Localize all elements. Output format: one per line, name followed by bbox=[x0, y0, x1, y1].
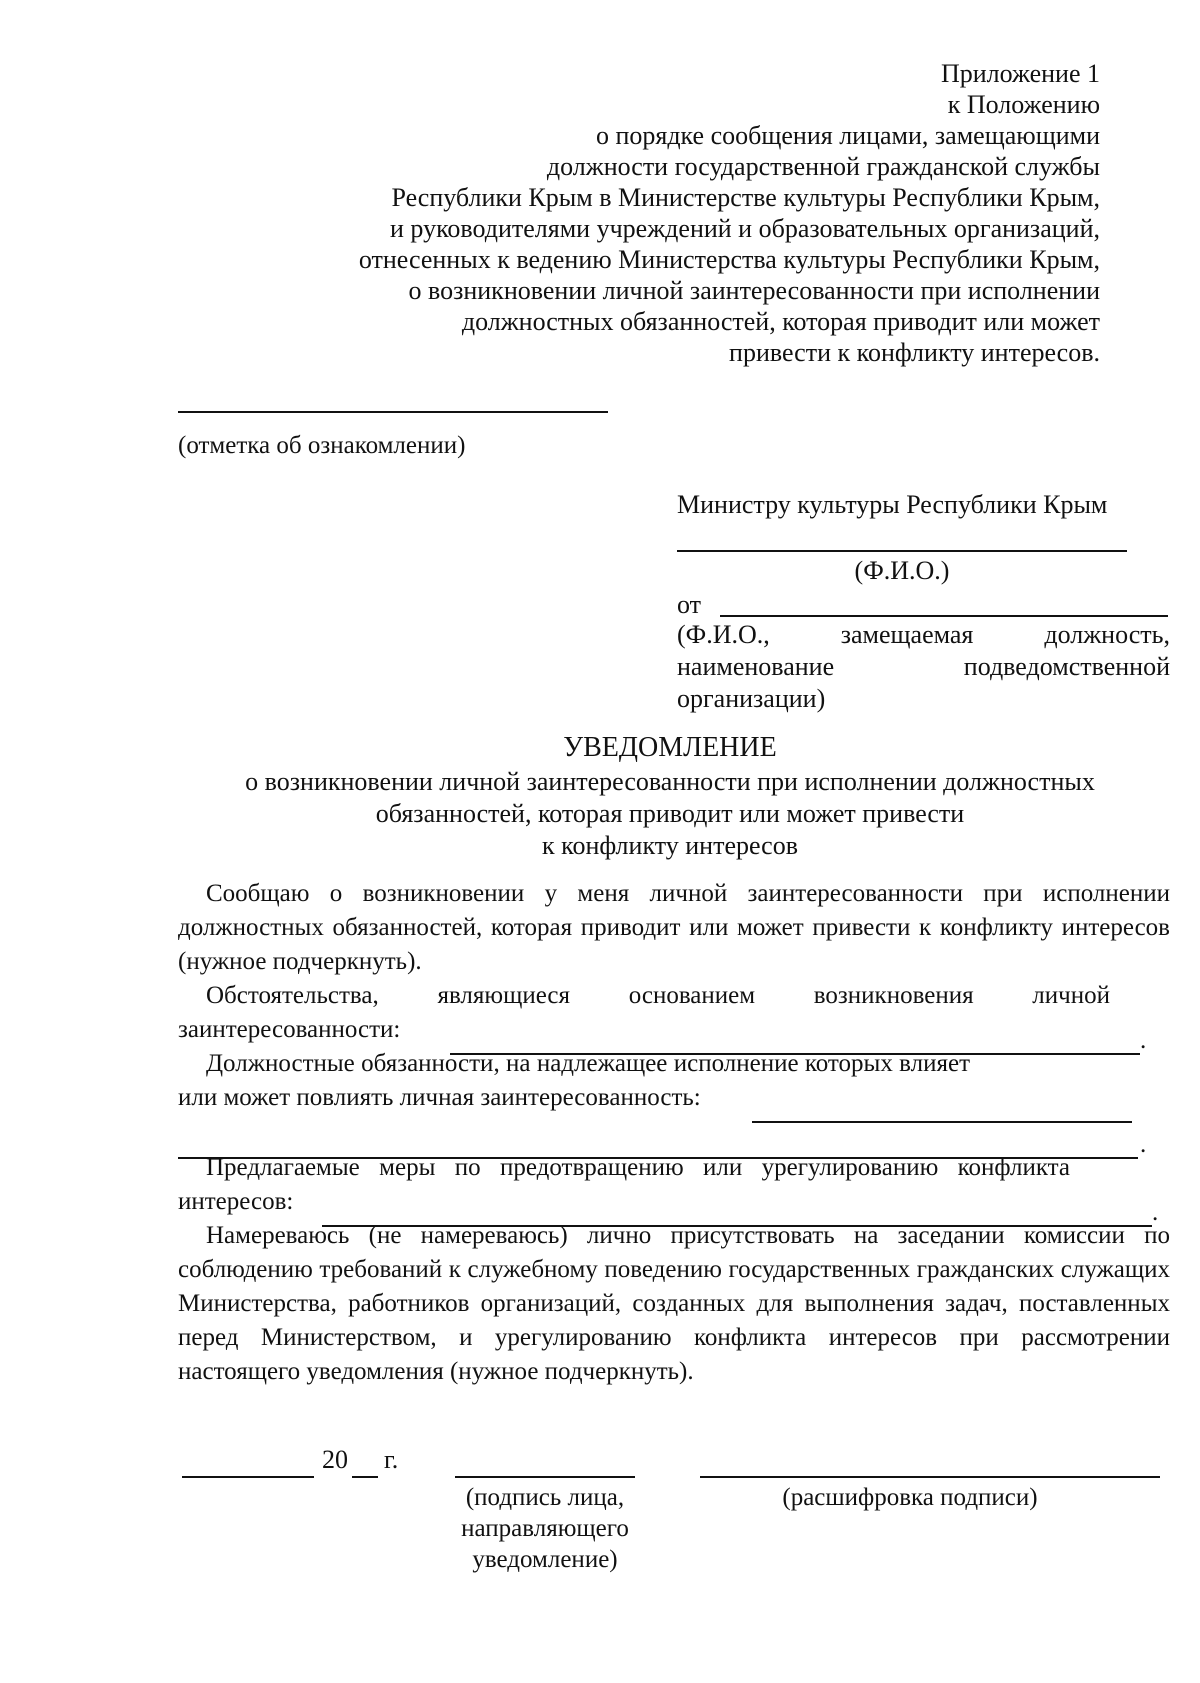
signature-caption-line: уведомление) bbox=[472, 1546, 618, 1573]
signature-caption bbox=[430, 1482, 660, 1575]
appendix-line: к Положению bbox=[947, 90, 1100, 119]
from-caption-3: организации) bbox=[677, 684, 826, 713]
notice-title: УВЕДОМЛЕНИЕ bbox=[563, 732, 777, 763]
circumstances-period: . bbox=[1140, 1027, 1147, 1054]
notice-title-block bbox=[170, 730, 1170, 862]
body-paragraph-5: Намереваюсь (не намереваюсь) лично присутствовать на заседании комиссии по соблюдению требований к служебному поведению государственных гражданских служащих Министерства, работников организаций, созданных для выполнения задач, поставленных перед Министерством, и урегулированию конфликта интересов при рассмотрении настоящего уведомления (нужное подчеркнуть). bbox=[178, 1222, 1170, 1385]
duties-line-1[interactable] bbox=[752, 1121, 1132, 1123]
appendix-line: о порядке сообщения лицами, замещающими bbox=[595, 121, 1100, 150]
from-label: от bbox=[677, 590, 702, 619]
appendix-line: Республики Крым в Министерстве культуры Республики Крым, bbox=[391, 183, 1100, 212]
signature-line[interactable] bbox=[455, 1476, 635, 1478]
year-prefix: 20 bbox=[322, 1445, 348, 1474]
signature-decode-caption: (расшифровка подписи) bbox=[782, 1484, 1038, 1511]
addressee-to: Министру культуры Республики Крым bbox=[677, 490, 1108, 519]
body-paragraph-4: Предлагаемые меры по предотвращению или урегулированию конфликта интересов: bbox=[178, 1154, 1070, 1215]
addressee-name-line[interactable] bbox=[677, 550, 1127, 552]
from-caption-1: (Ф.И.О., замещаемая должность, bbox=[677, 620, 1170, 649]
appendix-line: о возникновении личной заинтересованности при исполнении bbox=[408, 276, 1100, 305]
appendix-line: отнесенных к ведению Министерства культуры Республики Крым, bbox=[358, 245, 1100, 274]
acknowledgement-line[interactable] bbox=[178, 411, 608, 413]
appendix-header bbox=[280, 58, 1100, 368]
signature-decode-line[interactable] bbox=[700, 1476, 1160, 1478]
appendix-line: должности государственной гражданской службы bbox=[546, 152, 1100, 181]
circumstances-line[interactable] bbox=[450, 1053, 1140, 1055]
appendix-line: и руководителями учреждений и образовательных организаций, bbox=[390, 214, 1100, 243]
measures-period: . bbox=[1152, 1199, 1159, 1226]
body-paragraph-2: Обстоятельства, являющиеся основанием возникновения личной заинтересованности: bbox=[178, 982, 1110, 1043]
from-caption-2: наименование подведомственной bbox=[677, 652, 1170, 681]
year-suffix: г. bbox=[384, 1445, 399, 1474]
year-line[interactable] bbox=[352, 1476, 378, 1478]
notice-subtitle: о возникновении личной заинтересованности при исполнении должностных bbox=[245, 767, 1095, 796]
appendix-line: Приложение 1 bbox=[940, 59, 1100, 88]
notice-subtitle: к конфликту интересов bbox=[542, 831, 798, 860]
appendix-line: привести к конфликту интересов. bbox=[729, 338, 1100, 367]
body-paragraph-3: Должностные обязанности, на надлежащее исполнение которых влияет или может повлиять личная заинтересованность: bbox=[178, 1050, 970, 1111]
measures-line[interactable] bbox=[322, 1225, 1152, 1227]
date-line[interactable] bbox=[182, 1476, 314, 1478]
notice-body bbox=[178, 877, 1170, 1389]
duties-period: . bbox=[1140, 1131, 1147, 1158]
appendix-line: должностных обязанностей, которая приводит или может bbox=[461, 307, 1100, 336]
duties-line-2[interactable] bbox=[178, 1157, 1138, 1159]
signature-caption-line: (подпись лица, bbox=[465, 1484, 625, 1511]
addressee-name-caption: (Ф.И.О.) bbox=[854, 556, 950, 585]
body-paragraph-1: Сообщаю о возникновении у меня личной заинтересованности при исполнении должностных обязанностей, которая приводит или может привести к конфликту интересов (нужное подчеркнуть). bbox=[178, 880, 1170, 975]
notice-subtitle: обязанностей, которая приводит или может привести bbox=[375, 799, 965, 828]
from-line[interactable] bbox=[720, 615, 1168, 617]
acknowledgement-caption: (отметка об ознакомлении) bbox=[178, 432, 466, 459]
signature-caption-line: направляющего bbox=[461, 1515, 629, 1542]
